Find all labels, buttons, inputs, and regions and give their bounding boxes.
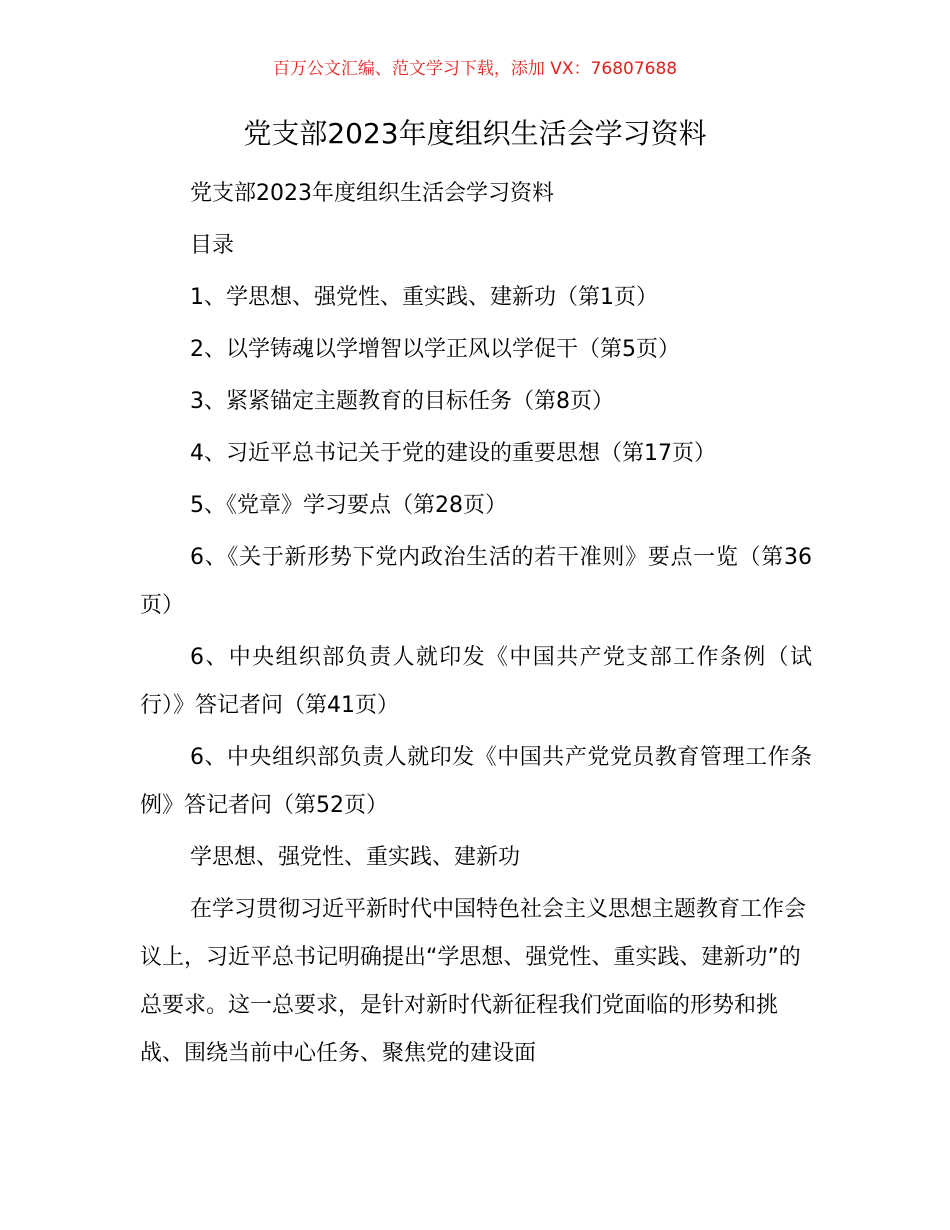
toc-item: 6、中央组织部负责人就印发《中国共产党支部工作条例（试行）》答记者问（第41页） bbox=[140, 645, 812, 718]
document-body bbox=[140, 170, 812, 1078]
toc-item: 5、《党章》学习要点（第28页） bbox=[190, 493, 507, 518]
document-title: 党支部2023年度组织生活会学习资料 bbox=[243, 117, 707, 150]
subtitle: 党支部2023年度组织生活会学习资料 bbox=[190, 181, 554, 206]
toc-item: 4、习近平总书记关于党的建设的重要思想（第17页） bbox=[190, 441, 716, 466]
section-heading: 学思想、强党性、重实践、建新功 bbox=[190, 845, 521, 870]
toc-heading: 目录 bbox=[190, 233, 235, 258]
toc-item: 1、学思想、强党性、重实践、建新功（第1页） bbox=[190, 285, 658, 310]
toc-item: 3、紧紧锚定主题教育的目标任务（第8页） bbox=[190, 389, 614, 414]
body-paragraph: 在学习贯彻习近平新时代中国特色社会主义思想主题教育工作会议上，习近平总书记明确提出“学思想、强党性、重实践、建新功”的总要求。这一总要求，是针对新时代新征程我们党面临的形势和挑战、围绕当前中心任务、聚焦党的建设面 bbox=[140, 897, 807, 1066]
header-note: 百万公文汇编、范文学习下载，添加 VX：76807688 bbox=[272, 59, 678, 79]
toc-item: 2、以学铸魂以学增智以学正风以学促干（第5页） bbox=[190, 337, 680, 362]
toc-item: 6、中央组织部负责人就印发《中国共产党党员教育管理工作条例》答记者问（第52页） bbox=[140, 745, 812, 818]
toc-item: 6、《关于新形势下党内政治生活的若干准则》要点一览（第36页） bbox=[140, 545, 812, 618]
